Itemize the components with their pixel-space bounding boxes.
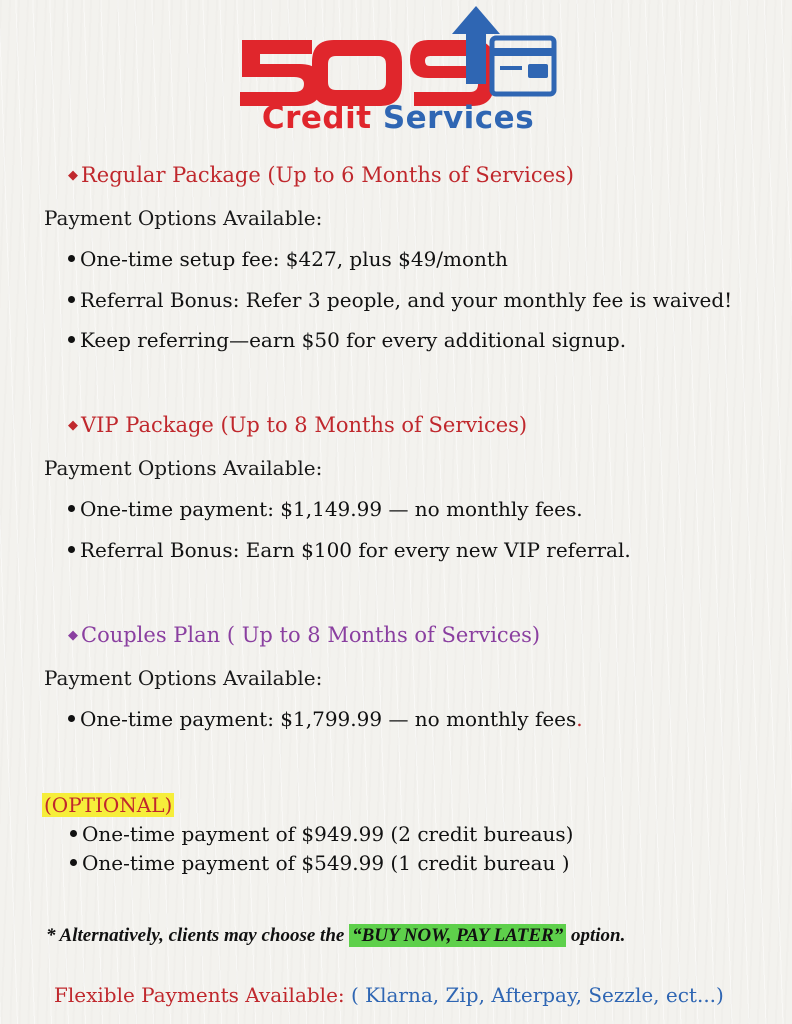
trailing-period: . bbox=[576, 707, 583, 731]
list-item-text: One-time payment of $949.99 (2 credit bureaus) bbox=[82, 822, 574, 846]
bullet-icon bbox=[68, 505, 75, 512]
list-item bbox=[68, 328, 626, 352]
list-item bbox=[68, 497, 583, 521]
list-item bbox=[70, 851, 570, 875]
diamond-icon: ◆ bbox=[68, 168, 78, 183]
list-item-text: One-time payment of $549.99 (1 credit bureau ) bbox=[82, 851, 570, 875]
vip-package-heading bbox=[68, 413, 527, 437]
logo-word-credit: Credit bbox=[261, 100, 372, 136]
optional-label bbox=[42, 793, 174, 817]
bullet-icon bbox=[68, 296, 75, 303]
bullet-icon bbox=[70, 859, 77, 866]
flexible-payments-label: Flexible Payments Available: bbox=[54, 983, 345, 1007]
diamond-icon: ◆ bbox=[68, 628, 78, 643]
list-item-text: Keep referring—earn $50 for every additional signup. bbox=[80, 328, 627, 352]
logo-word-services: Services bbox=[382, 100, 535, 136]
bullet-icon bbox=[70, 830, 77, 837]
list-item-text: One-time setup fee: $427, plus $49/month bbox=[80, 247, 508, 271]
list-item bbox=[68, 707, 583, 731]
list-item bbox=[68, 288, 732, 312]
logo-wordmark bbox=[238, 100, 558, 136]
bnpl-note-prefix: * Alternatively, clients may choose the bbox=[46, 925, 350, 946]
flexible-payments bbox=[54, 983, 724, 1007]
list-item bbox=[68, 247, 508, 271]
bullet-icon bbox=[68, 255, 75, 262]
couples-payment-options-label: Payment Options Available: bbox=[44, 666, 323, 690]
flexible-payments-providers: ( Klarna, Zip, Afterpay, Sezzle, ect...) bbox=[344, 983, 724, 1007]
bnpl-note bbox=[46, 925, 625, 947]
list-item-text: One-time payment: $1,149.99 — no monthly fees. bbox=[80, 497, 583, 521]
list-item bbox=[70, 822, 573, 846]
arrow-card-icon bbox=[452, 6, 554, 94]
bnpl-note-suffix: option. bbox=[566, 925, 626, 946]
bullet-icon bbox=[68, 336, 75, 343]
bullet-icon bbox=[68, 546, 75, 553]
bnpl-highlight: “BUY NOW, PAY LATER” bbox=[349, 924, 566, 947]
vip-package-heading-text: VIP Package (Up to 8 Months of Services) bbox=[81, 413, 528, 437]
list-item-text: Referral Bonus: Earn $100 for every new VIP referral. bbox=[80, 538, 631, 562]
list-item-text: Referral Bonus: Refer 3 people, and your monthly fee is waived! bbox=[80, 288, 733, 312]
vip-payment-options-label: Payment Options Available: bbox=[44, 456, 323, 480]
logo-number bbox=[240, 40, 494, 106]
list-item bbox=[68, 538, 631, 562]
couples-plan-heading bbox=[68, 623, 540, 647]
list-item-text: One-time payment: $1,799.99 — no monthly fees bbox=[80, 707, 577, 731]
regular-payment-options-label: Payment Options Available: bbox=[44, 206, 323, 230]
couples-plan-heading-text: Couples Plan ( Up to 8 Months of Services) bbox=[81, 623, 541, 647]
optional-label-text: (OPTIONAL) bbox=[44, 793, 173, 817]
regular-package-heading bbox=[68, 163, 574, 187]
regular-package-heading-text: Regular Package (Up to 6 Months of Services) bbox=[81, 163, 574, 187]
diamond-icon: ◆ bbox=[68, 418, 78, 433]
bullet-icon bbox=[68, 715, 75, 722]
